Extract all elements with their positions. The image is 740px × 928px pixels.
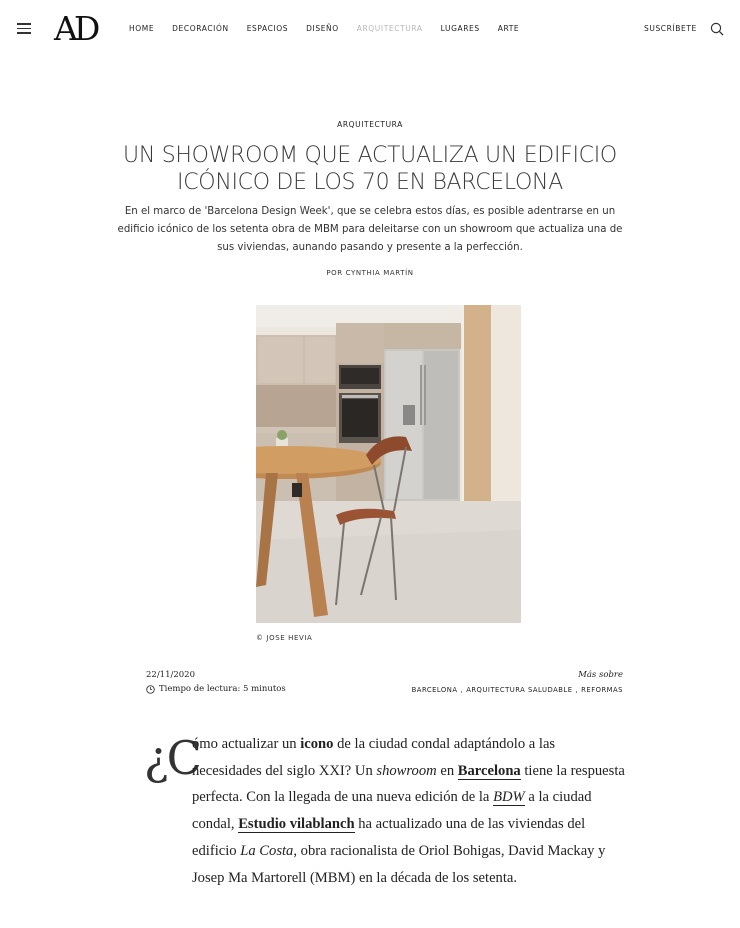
publish-date: 22/11/2020 <box>146 670 195 680</box>
menu-icon[interactable] <box>17 23 31 34</box>
article-dek: En el marco de 'Barcelona Design Week', que se celebra estos días, es posible adentrarse en un edificio icónico de los setenta obra de MBM para deleitarse con un showroom que actualiza una de sus viviendas, aunando pasando y presente a la perfección. <box>117 206 623 253</box>
link-bdw[interactable]: BDW <box>493 789 525 806</box>
body-text: , obra racionalista de Oriol Bohigas, David Mackay y Josep Ma Martorell (MBM) en la década de los setenta. <box>192 842 606 886</box>
link-barcelona[interactable]: Barcelona <box>457 762 521 779</box>
nav-decoracion[interactable]: DECORACIÓN <box>172 24 229 33</box>
tag-separator: , <box>460 686 464 694</box>
nav-espacios[interactable]: ESPACIOS <box>246 24 289 33</box>
body-first-line <box>168 731 628 891</box>
article-body <box>168 731 628 891</box>
more-about-label: Más sobre <box>578 670 623 680</box>
nav-arquitectura[interactable]: ARQUITECTURA <box>356 24 423 33</box>
subscribe-link[interactable]: SUSCRÍBETE <box>644 24 697 33</box>
body-bold: icono <box>300 736 334 752</box>
search-icon[interactable] <box>710 22 724 36</box>
tag-arquitectura-saludable[interactable]: ARQUITECTURA SALUDABLE <box>466 686 573 694</box>
body-italic: showroom <box>376 762 437 779</box>
body-italic: La Costa <box>240 842 294 859</box>
nav-lugares[interactable]: LUGARES <box>440 24 480 33</box>
article-title: UN SHOWROOM QUE ACTUALIZA UN EDIFICIO ICÓNICO DE LOS 70 EN BARCELONA <box>123 143 617 195</box>
main-nav <box>129 24 537 34</box>
body-text: a la ciudad condal, <box>192 789 592 833</box>
nav-diseno[interactable]: DISEÑO <box>306 24 339 33</box>
clock-icon <box>146 685 155 694</box>
reading-time <box>146 684 286 695</box>
site-header <box>0 0 740 58</box>
site-logo[interactable]: AD <box>54 9 97 48</box>
drop-cap: ¿C <box>144 731 200 785</box>
section-label[interactable]: ARQUITECTURA <box>337 120 403 129</box>
reading-time-text: Tiempo de lectura: 5 minutos <box>159 684 286 694</box>
photo-credit: © JOSE HEVIA <box>256 634 313 642</box>
kitchen-photo-illustration <box>256 305 521 623</box>
tag-barcelona[interactable]: BARCELONA <box>411 686 458 694</box>
tag-reformas[interactable]: REFORMAS <box>581 686 623 694</box>
nav-home[interactable]: HOME <box>129 24 155 33</box>
body-text: en <box>436 762 458 779</box>
body-text: ómo actualizar un <box>192 736 301 752</box>
link-estudio-vilablanch[interactable]: Estudio vilablanch <box>238 816 355 833</box>
body-text: ha actualizado una de las viviendas del edificio <box>192 816 586 859</box>
tag-list <box>412 685 623 695</box>
article-photo <box>256 305 521 623</box>
body-text: tiene la respuesta perfecta. Con la llegada de una nueva edición de la <box>192 762 625 806</box>
byline[interactable]: POR CYNTHIA MARTÍN <box>326 269 414 277</box>
nav-arte[interactable]: ARTE <box>497 24 520 33</box>
tag-separator: , <box>575 686 579 694</box>
body-text: de la ciudad condal adaptándolo a las necesidades del siglo XXI? Un <box>192 736 556 779</box>
